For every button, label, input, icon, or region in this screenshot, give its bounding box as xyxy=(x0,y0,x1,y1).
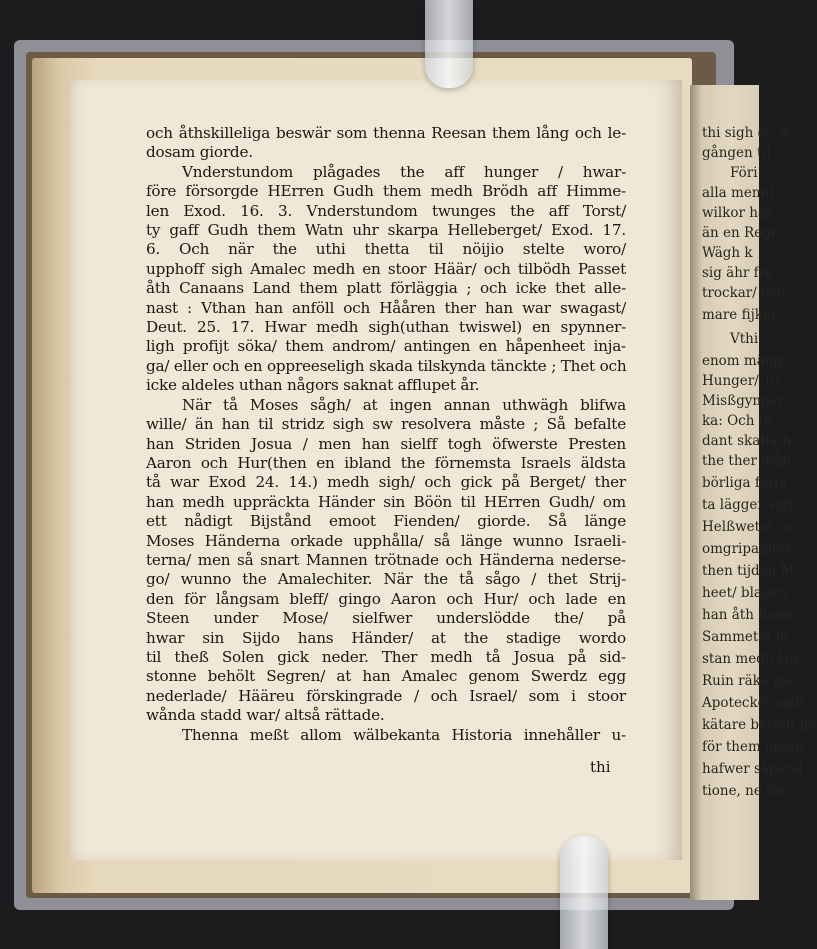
text-line: stonne behölt Segren/ at han Amalec genom Swerdz egg xyxy=(146,667,626,686)
right-page-fragment: stan medh Hu xyxy=(702,651,799,667)
text-line: upphoff sigh Amalec medh en stoor Häär/ och tilbödh Passet xyxy=(146,259,626,278)
right-page-fragment: ta lägger sigh xyxy=(702,497,797,513)
right-page-fragment: Wägh k xyxy=(702,245,753,261)
text-line: Vnderstundom plågades the aff hunger / hwar- xyxy=(182,162,626,181)
text-line: tå war Exod 24. 14.) medh sigh/ och gick på Berget/ ther xyxy=(146,473,626,492)
text-line: Aaron och Hur(then en ibland the förnemsta Israels äldsta xyxy=(146,453,626,472)
text-line: ga/ eller och en oppreeseligh skada tilskynda tänckte ; Thet och xyxy=(146,356,627,375)
right-page-fragment: heet/ bladen xyxy=(702,585,788,601)
text-line: Steen under Mose/ sielfwer underslödde the/ på xyxy=(146,609,626,628)
left-page-text xyxy=(146,124,626,745)
text-line: före försorgde HErren Gudh them medh Brödh aff Himme- xyxy=(146,182,626,201)
text-line: terna/ men så snart Mannen trötnade och Händerna nederse- xyxy=(146,550,626,569)
right-page-fragment: sig ähr frä xyxy=(702,265,774,281)
text-line: Moses Händerna orkade upphålla/ så länge wunno Israeli- xyxy=(146,531,626,550)
right-page-fragment: Helßwetet oc xyxy=(702,519,794,535)
text-line: hwar sin Sijdo hans Händer/ at the stadige wordo xyxy=(146,628,626,647)
text-line: När tå Moses sågh/ at ingen annan uthwägh blifwa xyxy=(182,395,626,414)
right-page-fragment: hafwer såpand xyxy=(702,761,804,777)
right-page-fragment: Hunger/ To xyxy=(702,373,780,389)
text-line: til theß Solen gick neder. Ther medh tå Josua på sid- xyxy=(146,647,626,666)
text-line: den för långsam bleff/ gingo Aaron och Hur/ och lade en xyxy=(146,589,626,608)
right-page-fragment: kätare beredt he xyxy=(702,717,817,733)
right-page-fragment: han åth henn xyxy=(702,607,793,623)
text-line: nast : Vthan han anföll och Hååren ther han war swagast/ xyxy=(146,298,626,317)
text-line: wille/ än han til stridz sigh sw resolvera måste ; Så befalte xyxy=(146,415,626,434)
catchword: thi xyxy=(590,758,611,776)
text-line: Thenna meßt allom wälbekanta Historia innehåller u- xyxy=(182,725,626,744)
page-clip-bottom xyxy=(560,836,608,949)
right-page-fragment: Apotecket sigh xyxy=(702,695,804,711)
right-page-fragment: tione, ne via xyxy=(702,783,787,799)
right-page-fragment: Föri xyxy=(730,165,758,181)
right-page-fragment: thi sigh en w xyxy=(702,125,791,141)
right-page-fragment: ka: Och th xyxy=(702,413,773,429)
right-page-fragment: omgripandes xyxy=(702,541,792,557)
text-line: åth Canaans Land them platt förläggia ; och icke thet alle- xyxy=(146,279,626,298)
text-line: icke aldeles uthan någors saknat afflupet år. xyxy=(146,376,480,395)
text-line: len Exod. 16. 3. Vnderstundom twunges the aff Torst/ xyxy=(146,201,626,220)
right-page-fragment: Misßgynnar xyxy=(702,393,785,409)
text-line: go/ wunno the Amalechiter. När the tå sågo / thet Strij- xyxy=(146,570,626,589)
right-page-edge xyxy=(690,85,817,900)
text-line: han Striden Josua / men han sielff togh öfwerste Presten xyxy=(146,434,626,453)
page-clip-top xyxy=(425,0,473,88)
right-page-fragment: Sammetet lå xyxy=(702,629,789,645)
text-line: nederlade/ Hääreu förskingrade / och Israel/ som i stoor xyxy=(146,686,626,705)
right-page-fragment: mare fijker. xyxy=(702,307,781,323)
right-page-fragment: alla menni xyxy=(702,185,774,201)
text-line: dosam giorde. xyxy=(146,143,253,162)
text-line: Deut. 25. 17. Hwar medh sigh(uthan twiswel) en spynner- xyxy=(146,318,626,337)
text-line: wånda stadd war/ altså rättade. xyxy=(146,706,385,725)
text-line: och åthskilleliga beswär som thenna Reesan them lång och le- xyxy=(146,124,626,142)
right-page-fragment: än en Rege xyxy=(702,225,779,241)
right-page-fragment: then tijden M xyxy=(702,563,795,579)
text-line: ty gaff Gudh them Watn uhr skarpa Helleberget/ Exod. 17. xyxy=(146,221,626,240)
text-line: ligh profijt söka/ them androm/ antingen en håpenheet inja- xyxy=(146,337,626,356)
right-page-fragment: Vthi xyxy=(730,331,759,347)
text-line: ett nådigt Bijstånd emoot Fienden/ giorde. Så länge xyxy=(146,512,626,531)
right-page-fragment: dant skaffa h xyxy=(702,433,791,449)
right-page-fragment: trockar/ och xyxy=(702,285,786,301)
text-line: han medh uppräckta Händer sin Böön til HErren Gudh/ om xyxy=(146,492,626,511)
right-page-fragment: för them orsak xyxy=(702,739,803,755)
text-line: 6. Och när the uthi thetta til nöijio stelte woro/ xyxy=(146,240,626,259)
right-page-fragment: gången til xyxy=(702,145,772,161)
right-page-fragment: wilkor här xyxy=(702,205,773,221)
right-page-fragment: Ruin räka mä xyxy=(702,673,795,689)
right-page-fragment: börliga forts xyxy=(702,475,787,491)
right-page-fragment: the ther mån xyxy=(702,453,791,469)
right-page-fragment: enom mäng xyxy=(702,353,783,369)
